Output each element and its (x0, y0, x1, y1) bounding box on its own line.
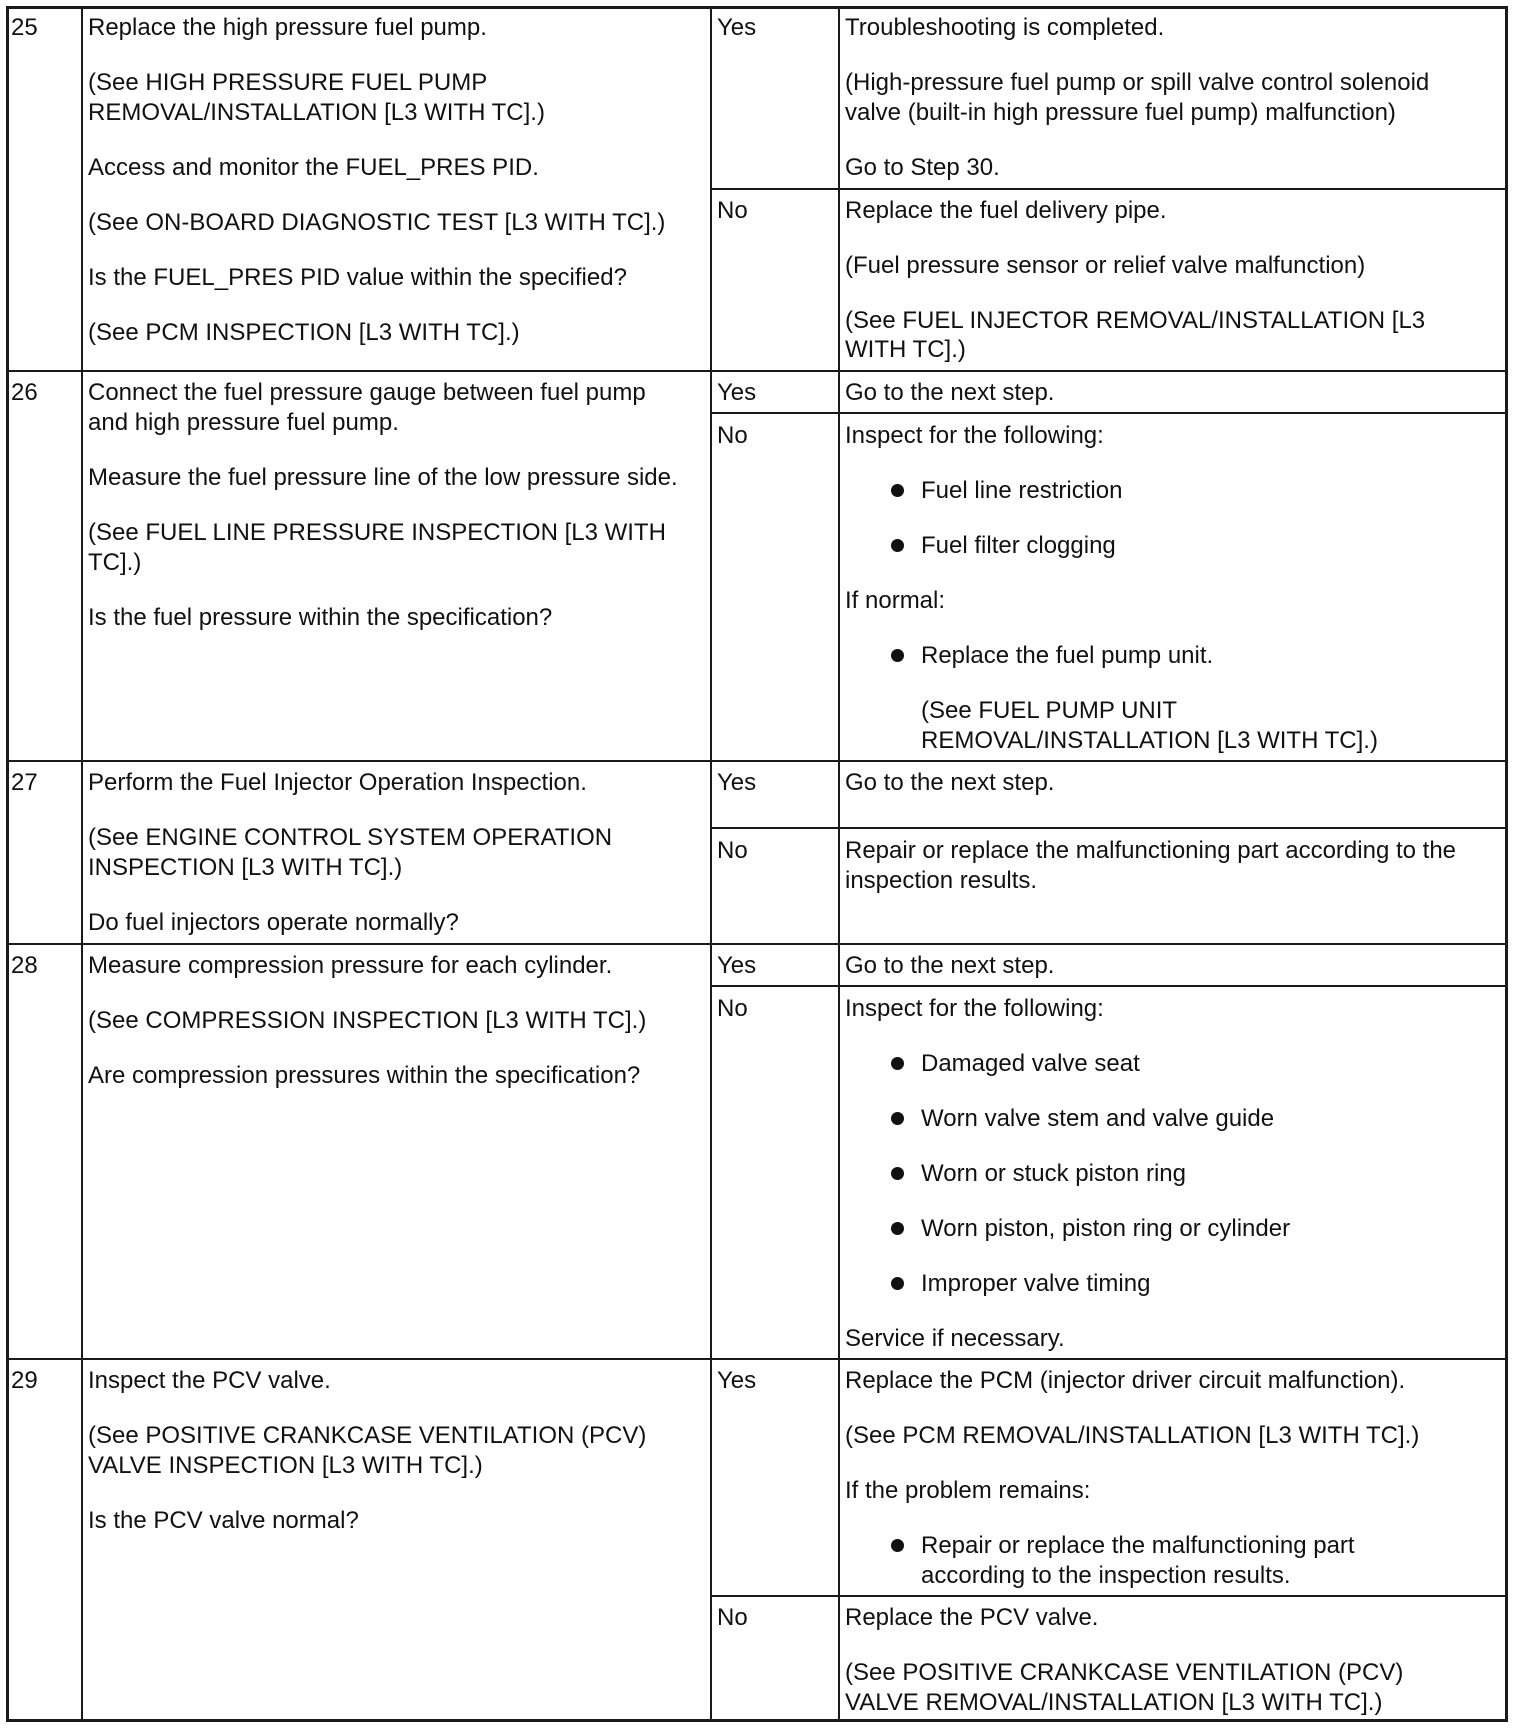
outcome-divider (710, 412, 1508, 414)
bullet-icon (891, 539, 904, 552)
result-line: according to the inspection results. (921, 1562, 1291, 1589)
action-line: REMOVAL/INSTALLATION [L3 WITH TC].) (88, 99, 545, 126)
action-line: Replace the high pressure fuel pump. (88, 14, 487, 41)
result-line: (See PCM REMOVAL/INSTALLATION [L3 WITH TC].) (845, 1422, 1420, 1449)
outcome-divider (710, 827, 1508, 829)
action-line: Are compression pressures within the specification? (88, 1062, 641, 1089)
answer-yes: Yes (717, 14, 757, 41)
result-line: Go to Step 30. (845, 154, 1000, 181)
outcome-divider (710, 188, 1508, 190)
answer-no: No (717, 995, 748, 1022)
result-line: (See FUEL INJECTOR REMOVAL/INSTALLATION [L3 (845, 307, 1426, 334)
outcome-divider (710, 985, 1508, 987)
action-line: Access and monitor the FUEL_PRES PID. (88, 154, 539, 181)
action-line: Inspect the PCV valve. (88, 1367, 331, 1394)
column-divider (81, 6, 83, 1722)
result-line: Inspect for the following: (845, 995, 1104, 1022)
answer-no: No (717, 422, 748, 449)
result-line: inspection results. (845, 867, 1038, 894)
answer-yes: Yes (717, 952, 757, 979)
bullet-icon (891, 1167, 904, 1180)
result-bullet-line: Fuel filter clogging (921, 532, 1116, 559)
result-line: Replace the fuel delivery pipe. (845, 197, 1167, 224)
step-number: 26 (11, 379, 38, 406)
action-line: (See ON-BOARD DIAGNOSTIC TEST [L3 WITH TC].) (88, 209, 666, 236)
result-line: If the problem remains: (845, 1477, 1091, 1504)
action-line: (See HIGH PRESSURE FUEL PUMP (88, 69, 488, 96)
answer-no: No (717, 197, 748, 224)
result-line: (See FUEL PUMP UNIT (921, 697, 1178, 724)
step-number: 28 (11, 952, 38, 979)
action-line: INSPECTION [L3 WITH TC].) (88, 854, 403, 881)
bullet-icon (891, 1057, 904, 1070)
answer-yes: Yes (717, 769, 757, 796)
result-line: (See POSITIVE CRANKCASE VENTILATION (PCV) (845, 1659, 1404, 1686)
action-line: Measure the fuel pressure line of the low pressure side. (88, 464, 678, 491)
result-line: Go to the next step. (845, 952, 1055, 979)
bullet-icon (891, 484, 904, 497)
result-bullet-line: Worn valve stem and valve guide (921, 1105, 1275, 1132)
result-bullet-line: Replace the fuel pump unit. (921, 642, 1214, 669)
answer-no: No (717, 837, 748, 864)
bullet-icon (891, 1539, 904, 1552)
bullet-icon (891, 649, 904, 662)
step-number: 29 (11, 1367, 38, 1394)
column-divider (710, 6, 712, 1722)
result-line: Repair or replace the malfunctioning part according to the (845, 837, 1457, 864)
action-line: and high pressure fuel pump. (88, 409, 399, 436)
result-line: REMOVAL/INSTALLATION [L3 WITH TC].) (921, 727, 1378, 754)
row-divider (6, 370, 1508, 372)
answer-yes: Yes (717, 379, 757, 406)
result-line: Go to the next step. (845, 769, 1055, 796)
action-line: Is the PCV valve normal? (88, 1507, 359, 1534)
result-bullet-line: Improper valve timing (921, 1270, 1151, 1297)
action-line: (See ENGINE CONTROL SYSTEM OPERATION (88, 824, 613, 851)
action-line: (See FUEL LINE PRESSURE INSPECTION [L3 WITH (88, 519, 666, 546)
column-divider (838, 6, 840, 1722)
answer-no: No (717, 1604, 748, 1631)
action-line: Measure compression pressure for each cylinder. (88, 952, 613, 979)
action-line: VALVE INSPECTION [L3 WITH TC].) (88, 1452, 483, 1479)
result-line: Replace the PCM (injector driver circuit malfunction). (845, 1367, 1406, 1394)
row-divider (6, 1358, 1508, 1360)
step-number: 27 (11, 769, 38, 796)
result-line: Inspect for the following: (845, 422, 1104, 449)
answer-yes: Yes (717, 1367, 757, 1394)
result-bullet-line: Worn or stuck piston ring (921, 1160, 1186, 1187)
result-line: VALVE REMOVAL/INSTALLATION [L3 WITH TC].) (845, 1689, 1383, 1716)
result-line: Service if necessary. (845, 1325, 1065, 1352)
row-divider (6, 943, 1508, 945)
outcome-divider (710, 1595, 1508, 1597)
action-line: (See POSITIVE CRANKCASE VENTILATION (PCV) (88, 1422, 647, 1449)
result-line: Replace the PCV valve. (845, 1604, 1099, 1631)
action-line: (See PCM INSPECTION [L3 WITH TC].) (88, 319, 520, 346)
result-line: (High-pressure fuel pump or spill valve control solenoid (845, 69, 1430, 96)
bullet-icon (891, 1277, 904, 1290)
result-line: Troubleshooting is completed. (845, 14, 1165, 41)
action-line: Perform the Fuel Injector Operation Inspection. (88, 769, 587, 796)
result-bullet-line: Fuel line restriction (921, 477, 1123, 504)
result-line: valve (built-in high pressure fuel pump) malfunction) (845, 99, 1396, 126)
result-bullet-line: Damaged valve seat (921, 1050, 1140, 1077)
step-number: 25 (11, 14, 38, 41)
result-line: WITH TC].) (845, 336, 966, 363)
result-line: Go to the next step. (845, 379, 1055, 406)
row-divider (6, 760, 1508, 762)
result-line: If normal: (845, 587, 946, 614)
result-bullet-line: Repair or replace the malfunctioning part (921, 1532, 1355, 1559)
action-line: TC].) (88, 549, 142, 576)
action-line: Do fuel injectors operate normally? (88, 909, 459, 936)
action-line: Connect the fuel pressure gauge between fuel pump (88, 379, 646, 406)
action-line: Is the fuel pressure within the specification? (88, 604, 553, 631)
bullet-icon (891, 1112, 904, 1125)
result-line: (Fuel pressure sensor or relief valve malfunction) (845, 252, 1366, 279)
result-bullet-line: Worn piston, piston ring or cylinder (921, 1215, 1291, 1242)
bullet-icon (891, 1222, 904, 1235)
action-line: (See COMPRESSION INSPECTION [L3 WITH TC].) (88, 1007, 647, 1034)
action-line: Is the FUEL_PRES PID value within the specified? (88, 264, 627, 291)
